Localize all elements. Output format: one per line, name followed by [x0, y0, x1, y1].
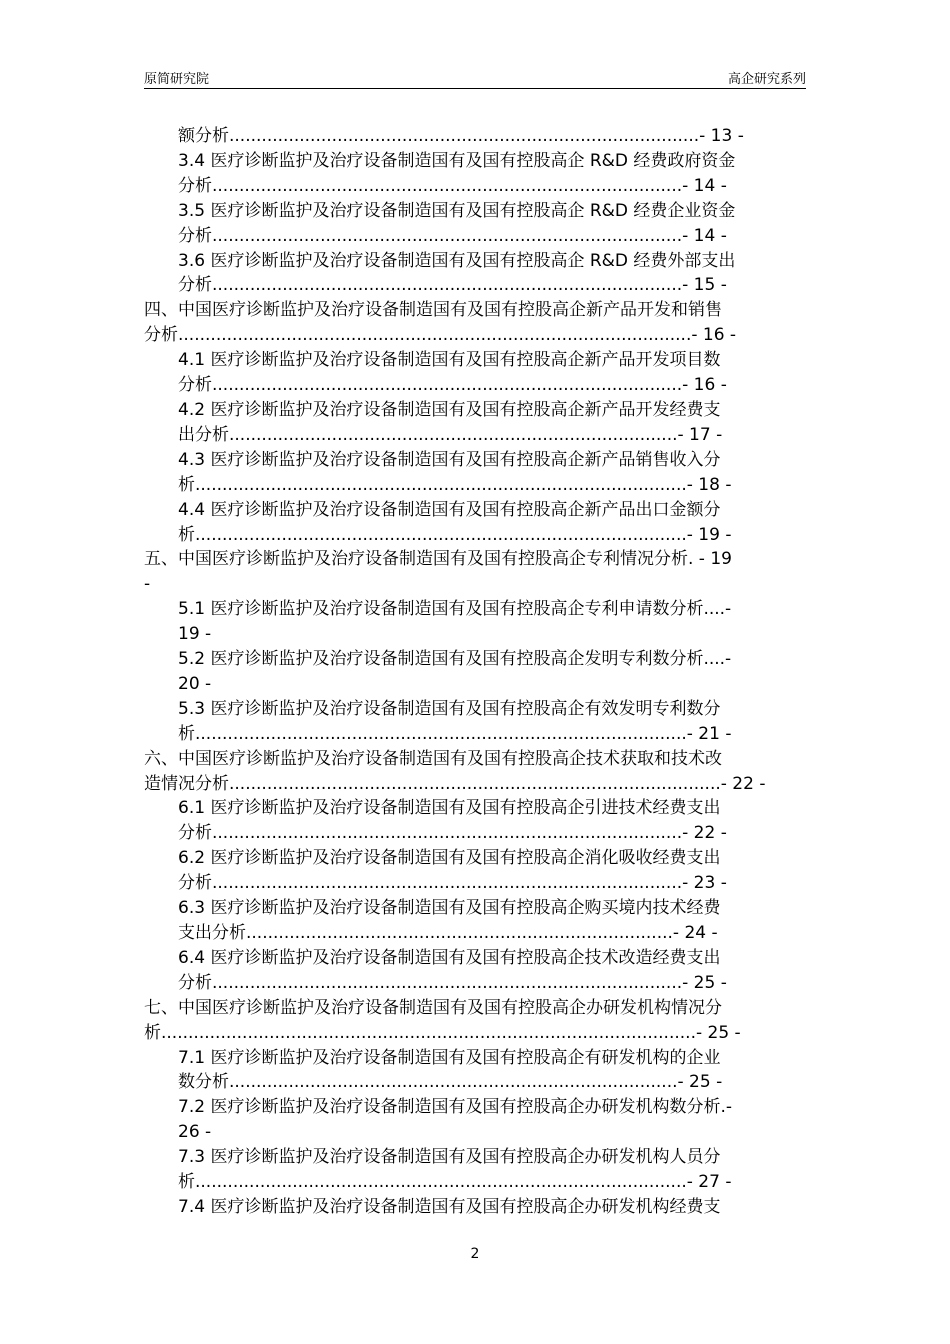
toc-section-entry[interactable]	[144, 348, 808, 398]
toc-entry-line: 3.4 医疗诊断监护及治疗设备制造国有及国有控股高企 R&D 经费政府资金	[178, 150, 736, 171]
toc-chapter-entry[interactable]	[144, 298, 808, 348]
toc-entry-line: -	[144, 574, 151, 595]
toc-entry-line: 分析.......................................................................................- 16 -	[178, 375, 727, 396]
toc-entry-line: 7.4 医疗诊断监护及治疗设备制造国有及国有控股高企办研发机构经费支	[178, 1196, 721, 1217]
toc-section-entry[interactable]	[144, 1145, 808, 1195]
toc-entry-line: 支出分析...............................................................................- 24 -	[178, 923, 718, 943]
toc-entry-line: 数分析...................................................................................- 25 -	[178, 1072, 723, 1093]
toc-section-entry[interactable]	[144, 647, 808, 697]
toc-entry-line: 析...........................................................................................- 21 -	[178, 723, 732, 744]
toc-entry-line: 分析.......................................................................................- 22 -	[178, 823, 727, 844]
toc-entry-line: 7.1 医疗诊断监护及治疗设备制造国有及国有控股高企有研发机构的企业	[178, 1047, 721, 1068]
toc-entry-line: 分析.......................................................................................- 25 -	[178, 972, 727, 993]
toc-entry-line: 5.2 医疗诊断监护及治疗设备制造国有及国有控股高企发明专利数分析....-	[178, 649, 732, 670]
toc-entry-line: 4.3 医疗诊断监护及治疗设备制造国有及国有控股高企新产品销售收入分	[178, 449, 721, 470]
toc-entry-line: 出分析...................................................................................- 17 -	[178, 424, 723, 445]
toc-entry-line: 7.2 医疗诊断监护及治疗设备制造国有及国有控股高企办研发机构数分析.-	[178, 1097, 732, 1118]
toc-section-entry[interactable]	[144, 946, 808, 996]
toc-entry-line: 20 -	[178, 673, 212, 694]
toc-chapter-entry[interactable]	[144, 747, 808, 797]
toc-section-entry[interactable]	[144, 796, 808, 846]
toc-entry-line: 造情况分析...........................................................................................- 22 -	[144, 773, 766, 794]
toc-entry-line: 6.3 医疗诊断监护及治疗设备制造国有及国有控股高企购买境内技术经费	[178, 898, 721, 919]
header-series-title: 高企研究系列	[727, 72, 806, 87]
toc-entry-line: 7.3 医疗诊断监护及治疗设备制造国有及国有控股高企办研发机构人员分	[178, 1147, 721, 1168]
toc-entry-line: 析...........................................................................................- 19 -	[178, 524, 732, 545]
toc-entry-line: 分析.......................................................................................- 14 -	[178, 225, 727, 246]
toc-section-entry[interactable]	[144, 597, 808, 647]
toc-entry-line: 6.1 医疗诊断监护及治疗设备制造国有及国有控股高企引进技术经费支出	[178, 798, 721, 819]
toc-entry-line: 19 -	[178, 624, 212, 645]
header-org-name: 原简研究院	[144, 72, 210, 87]
toc-entry-line: 析...................................................................................................- 25 -	[144, 1022, 741, 1043]
toc-entry-line: 分析.......................................................................................- 14 -	[178, 175, 727, 196]
toc-entry-line: 5.1 医疗诊断监护及治疗设备制造国有及国有控股高企专利申请数分析....-	[178, 599, 732, 620]
toc-section-entry[interactable]	[144, 199, 808, 249]
toc-entry-line: 五、中国医疗诊断监护及治疗设备制造国有及国有控股高企专利情况分析. - 19	[144, 549, 732, 570]
toc-entry-line: 分析...............................................................................................- 16 -	[144, 325, 737, 346]
toc-section-entry[interactable]	[144, 1046, 808, 1096]
toc-section-entry[interactable]	[144, 398, 808, 448]
toc-entry-line: 6.4 医疗诊断监护及治疗设备制造国有及国有控股高企技术改造经费支出	[178, 947, 721, 968]
toc-entry-line: 分析.......................................................................................- 23 -	[178, 873, 727, 894]
toc-entry-line: 4.1 医疗诊断监护及治疗设备制造国有及国有控股高企新产品开发项目数	[178, 350, 721, 371]
toc-section-entry[interactable]	[144, 249, 808, 299]
toc-section-entry[interactable]	[144, 1195, 808, 1220]
toc-section-entry[interactable]	[144, 124, 808, 149]
toc-entry-line: 额分析.......................................................................................- 13 -	[178, 126, 744, 146]
toc-section-entry[interactable]	[144, 1095, 808, 1145]
toc-entry-line: 分析.......................................................................................- 15 -	[178, 275, 727, 296]
toc-entry-line: 4.4 医疗诊断监护及治疗设备制造国有及国有控股高企新产品出口金额分	[178, 499, 721, 520]
toc-section-entry[interactable]	[144, 697, 808, 747]
toc-chapter-entry[interactable]	[144, 547, 808, 597]
toc-entry-line: 4.2 医疗诊断监护及治疗设备制造国有及国有控股高企新产品开发经费支	[178, 399, 721, 420]
toc-entry-line: 析...........................................................................................- 18 -	[178, 474, 732, 495]
toc-section-entry[interactable]	[144, 149, 808, 199]
toc-entry-line: 5.3 医疗诊断监护及治疗设备制造国有及国有控股高企有效发明专利数分	[178, 698, 721, 719]
toc-entry-line: 3.5 医疗诊断监护及治疗设备制造国有及国有控股高企 R&D 经费企业资金	[178, 200, 736, 221]
toc-entry-line: 六、中国医疗诊断监护及治疗设备制造国有及国有控股高企技术获取和技术改	[144, 748, 722, 769]
toc-section-entry[interactable]	[144, 846, 808, 896]
toc-chapter-entry[interactable]	[144, 996, 808, 1046]
toc-entry-line: 七、中国医疗诊断监护及治疗设备制造国有及国有控股高企办研发机构情况分	[144, 997, 722, 1018]
toc-section-entry[interactable]	[144, 896, 808, 946]
toc-section-entry[interactable]	[144, 448, 808, 498]
toc-entry-line: 四、中国医疗诊断监护及治疗设备制造国有及国有控股高企新产品开发和销售	[144, 300, 722, 321]
table-of-contents	[144, 124, 808, 1220]
toc-section-entry[interactable]	[144, 498, 808, 548]
page-header	[144, 66, 806, 89]
toc-entry-line: 26 -	[178, 1122, 212, 1143]
page-number: 2	[470, 1246, 480, 1262]
toc-entry-line: 6.2 医疗诊断监护及治疗设备制造国有及国有控股高企消化吸收经费支出	[178, 848, 721, 869]
toc-entry-line: 3.6 医疗诊断监护及治疗设备制造国有及国有控股高企 R&D 经费外部支出	[178, 250, 736, 271]
toc-entry-line: 析...........................................................................................- 27 -	[178, 1172, 732, 1193]
